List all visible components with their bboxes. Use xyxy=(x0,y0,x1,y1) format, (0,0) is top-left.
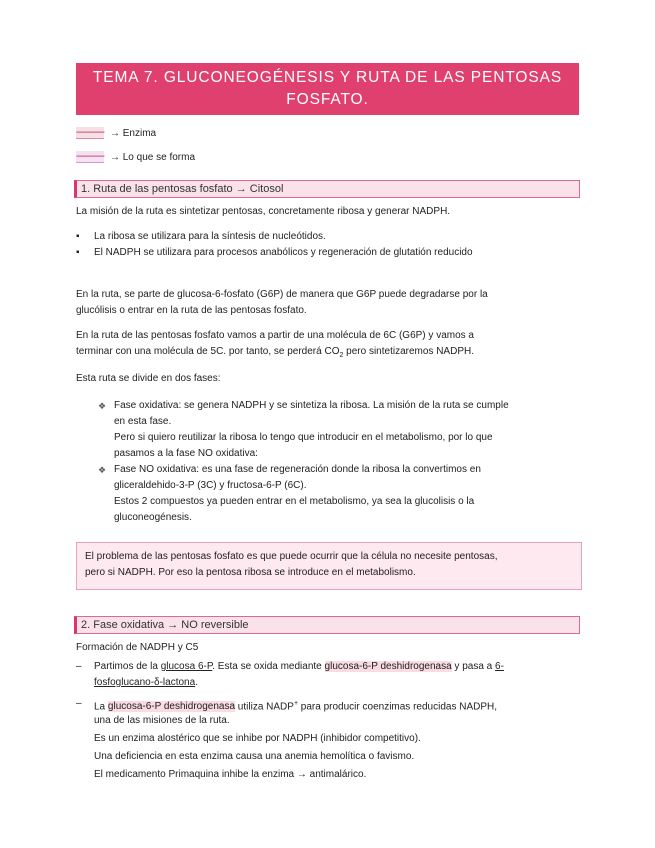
formed-compound: glucosa 6-P xyxy=(160,661,213,672)
document-title xyxy=(76,63,579,115)
phase-line: Estos 2 compuestos ya pueden entrar en el metabolismo, ya sea la glucolisis o la xyxy=(114,496,475,507)
paragraph-phases-intro: Esta ruta se divide en dos fases: xyxy=(76,373,221,384)
legend-formed-marker: ------------ xyxy=(76,151,104,162)
text-fragment: y pasa a xyxy=(451,661,496,672)
list-item-continuation: Una deficiencia en esta enzima causa una anemia hemolítica o favismo. xyxy=(94,751,415,762)
callout-line: pero si NADPH. Por eso la pentosa ribosa se introduce en el metabolismo. xyxy=(85,567,416,578)
subscript: 2 xyxy=(339,352,344,359)
section-2-heading: 2. Fase oxidativa → NO reversible xyxy=(74,616,580,634)
callout-box xyxy=(76,542,582,590)
enzyme-highlight: glucosa-6-P deshidrogenasa xyxy=(324,661,452,672)
list-item-text xyxy=(94,659,504,675)
enzyme-highlight: glucosa-6-P deshidrogenasa xyxy=(107,701,236,713)
section-2-intro: Formación de NADPH y C5 xyxy=(76,642,199,653)
legend-enzyme-label: → Enzima xyxy=(109,127,157,139)
text-fragment: . Esta se oxida mediante xyxy=(212,661,325,672)
paragraph-line xyxy=(76,344,576,364)
list-item xyxy=(76,659,576,675)
phase-line: gluconeogénesis. xyxy=(114,512,192,523)
diamond-bullet-icon: ❖ xyxy=(98,465,107,475)
bullet-icon: ▪ xyxy=(76,247,80,258)
phase-item-oxidative xyxy=(98,398,576,414)
text-fragment: Partimos de la xyxy=(94,661,161,672)
list-item-text: La ribosa se utilizara para la síntesis de nucleótidos. xyxy=(94,231,326,242)
phase-item-non-oxidative xyxy=(98,462,576,478)
text-fragment: utiliza NADP xyxy=(235,701,294,713)
list-item xyxy=(76,245,576,261)
title-line-1: TEMA 7. GLUCONEOGÉNESIS Y RUTA DE LAS PENTOSAS xyxy=(92,69,563,86)
text-fragment: pero sintetizaremos NADPH. xyxy=(343,346,474,357)
callout-line: El problema de las pentosas fosfato es que puede ocurrir que la célula no necesite pentosas, xyxy=(85,551,498,562)
superscript: + xyxy=(293,700,299,707)
formed-compound: fosfoglucano-δ-lactona xyxy=(94,677,196,688)
phase-line: Pero si quiero reutilizar la ribosa lo tengo que introducir en el metabolismo, por lo que xyxy=(114,432,493,443)
list-item-continuation xyxy=(94,675,574,691)
list-item-continuation: El medicamento Primaquina inhibe la enzima → antimalárico. xyxy=(94,769,367,780)
list-item-continuation: una de las misiones de la ruta. xyxy=(94,715,230,726)
text-fragment: para producir coenzimas reducidas NADPH, xyxy=(298,701,498,713)
formed-compound: 6- xyxy=(495,661,504,672)
title-line-2: FOSFATO. xyxy=(286,91,369,108)
list-item xyxy=(76,229,576,245)
phase-line: pasamos a la fase NO oxidativa: xyxy=(114,448,258,459)
paragraph-line: glucólisis o entrar en la ruta de las pentosas fosfato. xyxy=(76,305,307,316)
diamond-bullet-icon: ❖ xyxy=(98,401,107,411)
phase-line: en esta fase. xyxy=(114,416,172,427)
text-fragment: terminar con una molécula de 5C. por tanto, se perderá CO xyxy=(76,346,340,357)
legend-formed xyxy=(76,151,195,163)
section-1-heading: 1. Ruta de las pentosas fosfato → Citosol xyxy=(74,180,580,198)
paragraph-g6p xyxy=(76,287,576,319)
phase-text: Fase oxidativa: se genera NADPH y se sintetiza la ribosa. La misión de la ruta se cumple xyxy=(114,400,509,411)
legend-enzyme xyxy=(76,127,156,139)
bullet-icon: ▪ xyxy=(76,231,80,242)
dash-bullet-icon: – xyxy=(76,661,82,672)
list-item-continuation: Es un enzima alostérico que se inhibe por NADPH (inhibidor competitivo). xyxy=(94,733,421,744)
legend-enzyme-marker: ------------ xyxy=(76,127,104,138)
section-1-intro: La misión de la ruta es sintetizar pentosas, concretamente ribosa y generar NADPH. xyxy=(76,206,451,217)
text-fragment: . xyxy=(195,677,198,688)
text-fragment: La xyxy=(94,701,108,713)
list-item-text: El NADPH se utilizara para procesos anabólicos y regeneración de glutatión reducido xyxy=(94,247,473,258)
dash-bullet-icon: – xyxy=(76,698,82,709)
phase-line: gliceraldehido-3-P (3C) y fructosa-6-P (6C). xyxy=(114,480,307,491)
legend-formed-label: → Lo que se forma xyxy=(109,151,196,163)
paragraph-line: En la ruta, se parte de glucosa-6-fosfato (G6P) de manera que G6P puede degradarse por la xyxy=(76,289,488,300)
paragraph-line: En la ruta de las pentosas fosfato vamos a partir de una molécula de 6C (G6P) y vamos a xyxy=(76,330,474,341)
paragraph-pentose-route xyxy=(76,328,576,364)
phase-text: Fase NO oxidativa: es una fase de regeneración donde la ribosa la convertimos en xyxy=(114,464,481,475)
